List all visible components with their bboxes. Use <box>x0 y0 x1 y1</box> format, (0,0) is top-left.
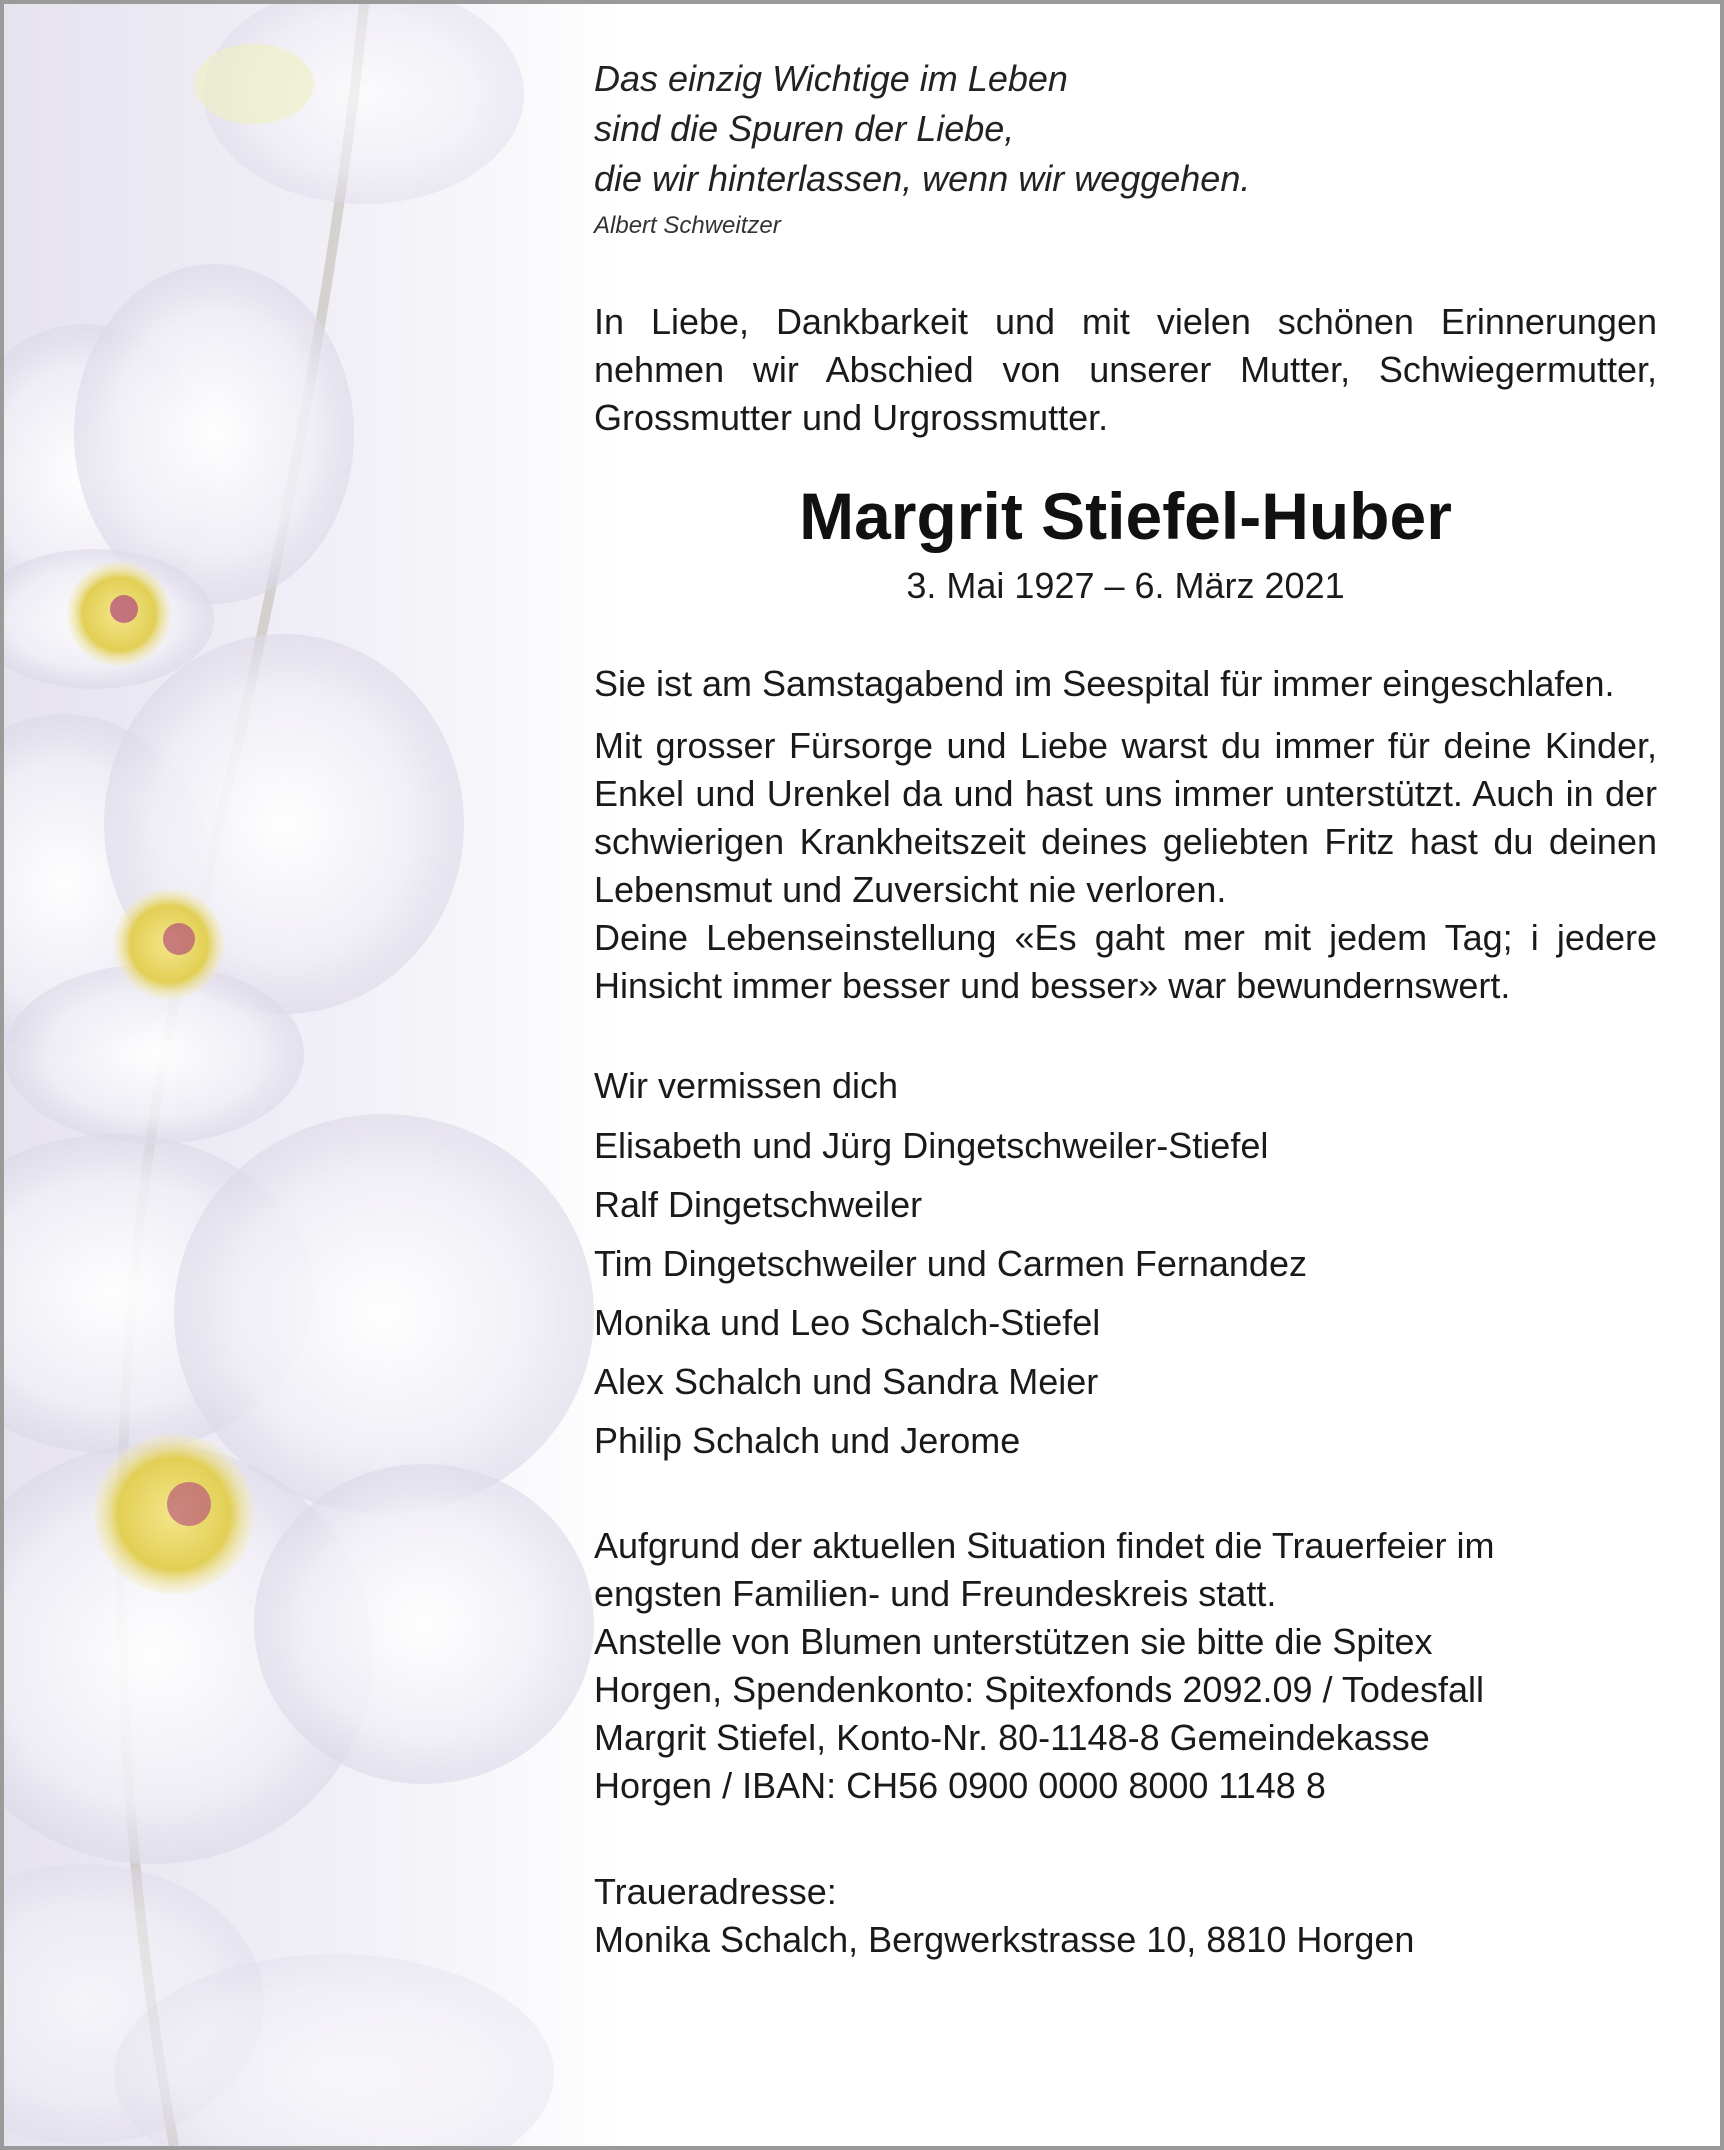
quote-line: die wir hinterlassen, wenn wir weggehen. <box>594 158 1251 199</box>
address-label: Traueradresse: <box>594 1871 837 1912</box>
ceremony-line: engsten Familien- und Freundeskreis statt. <box>594 1573 1277 1614</box>
mourning-address <box>594 1868 1657 1964</box>
orchid-image <box>4 4 624 2146</box>
ceremony-line: Aufgrund der aktuellen Situation findet die Trauerfeier im <box>594 1525 1495 1566</box>
mourner-name: Elisabeth und Jürg Dingetschweiler-Stiefel <box>594 1125 1269 1166</box>
quote-author: Albert Schweitzer <box>594 212 781 239</box>
ceremony-notice <box>594 1522 1657 1810</box>
mourner-name: Philip Schalch und Jerome <box>594 1420 1021 1461</box>
ceremony-line: Anstelle von Blumen unterstützen sie bitte die Spitex <box>594 1621 1433 1662</box>
mourner-name: Tim Dingetschweiler und Carmen Fernandez <box>594 1243 1307 1284</box>
quote <box>594 54 1657 204</box>
paragraph-attitude: Deine Lebenseinstellung «Es gaht mer mit jedem Tag; i jedere Hinsicht immer besser und besser» war bewundernswert. <box>594 917 1657 1006</box>
quote-line: Das einzig Wichtige im Leben <box>594 58 1068 99</box>
paragraph-care: Mit grosser Fürsorge und Liebe warst du immer für deine Kinder, Enkel und Urenkel da und hast uns immer unterstützt. Auch in der schwierigen Krankheitszeit deines geliebten Fritz hast du deinen Lebensmut und Zuversicht nie verloren. <box>594 725 1657 910</box>
mourner-name: Monika und Leo Schalch-Stiefel <box>594 1302 1101 1343</box>
mourners-list <box>594 1116 1657 1470</box>
ceremony-line: Margrit Stiefel, Konto-Nr. 80-1148-8 Gemeindekasse <box>594 1717 1430 1758</box>
intro-text: In Liebe, Dankbarkeit und mit vielen schönen Erinnerungen nehmen wir Abschied von unserer Mutter, Schwiegermutter, Grossmutter und Urgrossmutter. <box>594 301 1657 438</box>
paragraph-sleep: Sie ist am Samstagabend im Seespital für immer eingeschlafen. <box>594 663 1615 704</box>
ceremony-line: Horgen, Spendenkonto: Spitexfonds 2092.09 / Todesfall <box>594 1669 1484 1710</box>
quote-line: sind die Spuren der Liebe, <box>594 108 1015 149</box>
address-value: Monika Schalch, Bergwerkstrasse 10, 8810 Horgen <box>594 1919 1415 1960</box>
mourner-name: Ralf Dingetschweiler <box>594 1184 923 1225</box>
mourner-name: Alex Schalch und Sandra Meier <box>594 1361 1099 1402</box>
ceremony-line: Horgen / IBAN: CH56 0900 0000 8000 1148 8 <box>594 1765 1326 1806</box>
deceased-name: Margrit Stiefel-Huber <box>799 479 1452 553</box>
obituary-text <box>594 54 1657 1964</box>
orchid-illustration <box>4 4 624 2146</box>
life-dates: 3. Mai 1927 – 6. März 2021 <box>906 565 1345 606</box>
mourners-heading: Wir vermissen dich <box>594 1065 899 1106</box>
